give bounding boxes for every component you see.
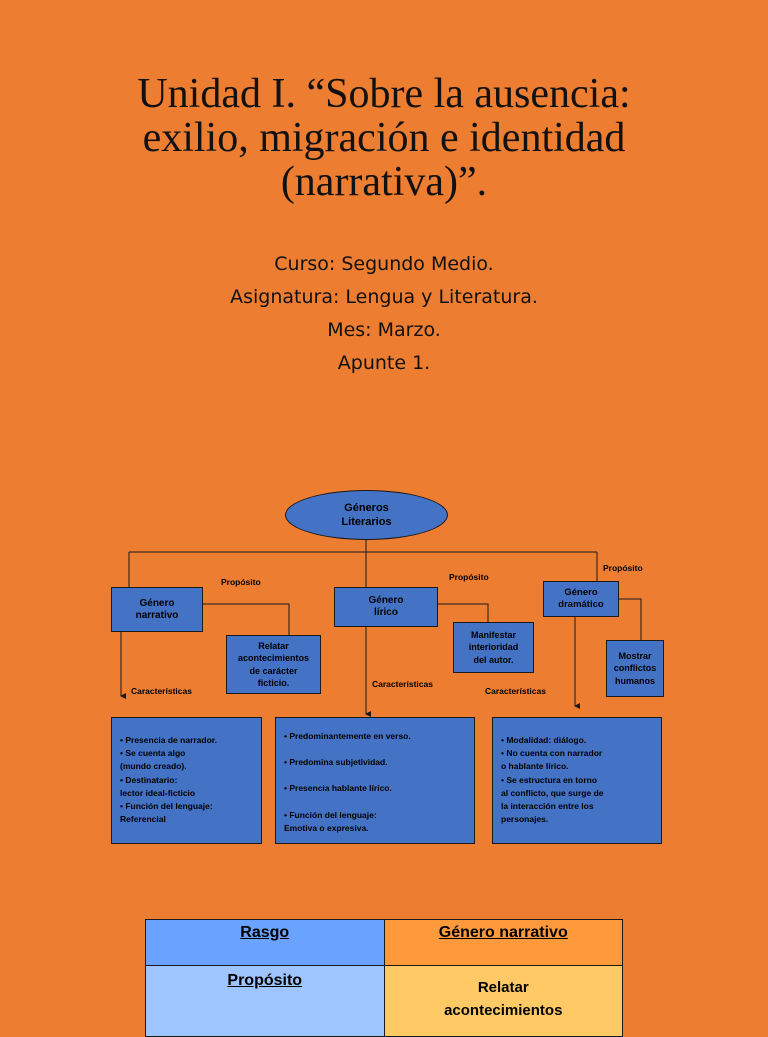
features-lirico	[275, 717, 475, 844]
feature-item: • Se estructura en torno al conflicto, que surge de la interacción entre los personajes.	[501, 774, 604, 825]
label-proposito-dramatico: Propósito	[603, 563, 643, 573]
rasgo-table	[145, 919, 623, 1037]
node-genero-dramatico: Género dramático	[543, 581, 619, 617]
title-line-1: Unidad I. “Sobre la ausencia:	[137, 71, 631, 117]
node-genero-lirico: Género lírico	[334, 587, 438, 627]
root-node-generos: Géneros Literarios	[285, 490, 448, 540]
features-narrativo	[111, 717, 262, 844]
link-lirico-purpose	[438, 604, 488, 622]
feature-item: • Función del lenguaje: Referencial	[120, 801, 213, 825]
feature-item: • Función del lenguaje: Emotiva o expresiva.	[284, 809, 377, 833]
purpose-dramatico: Mostrar conflictos humanos	[606, 640, 664, 697]
purpose-narrativo: Relatar acontecimientos de carácter ficticio.	[226, 635, 321, 694]
feature-item: • Se cuenta algo (mundo creado).	[120, 748, 187, 772]
title-line-2: exilio, migración e identidad	[142, 115, 626, 161]
table-header-genero-narrativo: Género narrativo	[384, 920, 623, 966]
node-genero-narrativo: Género narrativo	[111, 587, 203, 632]
course-line: Curso: Segundo Medio.	[274, 253, 494, 275]
month-line: Mes: Marzo.	[327, 319, 441, 341]
feature-item: • Presencia hablante lírico.	[284, 783, 392, 794]
label-proposito-narrativo: Propósito	[221, 577, 261, 587]
features-dramatico	[492, 717, 662, 844]
feature-item: • Predominantemente en verso.	[284, 731, 411, 741]
feature-item: • Modalidad: diálogo.	[501, 735, 587, 745]
feature-item: • No cuenta con narrador o hablante lírico.	[501, 748, 603, 772]
feature-item: • Presencia de narrador.	[120, 735, 217, 745]
feature-item: • Destinatario: lector ideal-ficticio	[120, 774, 196, 798]
table-cell-proposito: Propósito	[146, 966, 385, 1037]
label-caracteristicas-lirico: Características	[372, 679, 433, 689]
link-narrativo-purpose	[203, 604, 289, 635]
subject-line: Asignatura: Lengua y Literatura.	[230, 286, 538, 308]
link-dramatico-purpose	[619, 599, 641, 640]
purpose-lirico: Manifestar interioridad del autor.	[453, 622, 534, 673]
table-cell-proposito-value: Relatar acontecimientos	[384, 966, 623, 1037]
feature-item: • Predomina subjetividad.	[284, 757, 388, 768]
label-proposito-lirico: Propósito	[449, 572, 489, 582]
note-line: Apunte 1.	[337, 352, 431, 374]
title-line-3: (narrativa)”.	[280, 159, 488, 205]
label-caracteristicas-dramatico: Características	[485, 686, 546, 696]
label-caracteristicas-narrativo: Características	[131, 686, 192, 696]
table-header-rasgo: Rasgo	[146, 920, 385, 966]
